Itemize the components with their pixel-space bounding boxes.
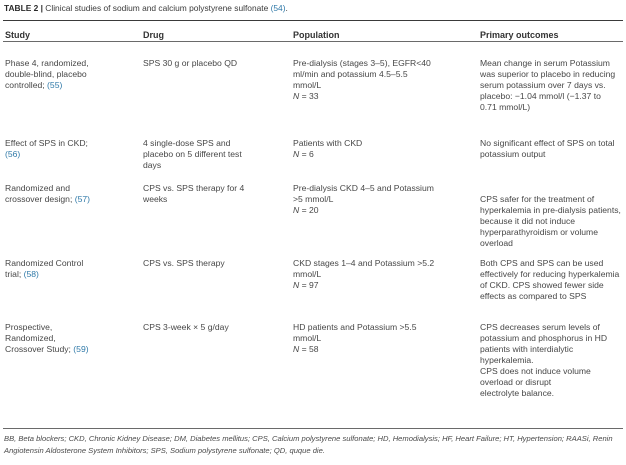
cell-population <box>293 58 469 102</box>
cell-primary-outcomes <box>480 58 622 113</box>
cell-line <box>480 183 622 194</box>
footnote-line: BB, Beta blockers; CKD, Chronic Kidney Disease; DM, Diabetes mellitus; CPS, Calcium polystyrene sulfonate; HD, Hemodialysis; HF, Heart Failure; HT, Hypertension; RAASi, Renin <box>4 434 613 443</box>
caption-reference-link[interactable]: (54) <box>270 3 286 13</box>
cell-line: CPS safer for the treatment of <box>480 194 595 204</box>
sample-size-value: = 33 <box>299 91 319 101</box>
cell-line: Patients with CKD <box>293 138 363 148</box>
cell-population <box>293 183 469 216</box>
table-label: TABLE 2 | <box>4 3 43 13</box>
cell-line: potassium and phosphorus in HD <box>480 333 608 343</box>
study-tail: controlled; <box>5 80 48 90</box>
cell-line: mmol/L <box>293 80 322 90</box>
cell-line: Pre-dialysis (stages 3–5), EGFR<40 <box>293 58 431 68</box>
cell-study <box>5 322 133 355</box>
cell-drug <box>143 258 281 269</box>
cell-line: Pre-dialysis CKD 4–5 and Potassium <box>293 183 434 193</box>
reference-link[interactable]: (55) <box>47 80 63 90</box>
cell-line: 0.71 mmol/L) <box>480 102 531 112</box>
cell-line: potassium output <box>480 149 546 159</box>
cell-primary-outcomes <box>480 183 622 249</box>
table-caption <box>4 3 288 13</box>
cell-line <box>293 91 469 102</box>
cell-drug <box>143 322 281 333</box>
cell-line: Mean change in serum Potassium <box>480 58 610 68</box>
reference-link[interactable]: (58) <box>23 269 39 279</box>
sample-size-value: = 6 <box>299 149 314 159</box>
cell-line: Randomized Control <box>5 258 84 268</box>
cell-study <box>5 183 133 205</box>
cell-line: hyperkalemia in pre-dialysis patients, <box>480 205 621 215</box>
cell-line <box>293 149 469 160</box>
cell-study <box>5 58 133 91</box>
cell-line <box>5 149 133 160</box>
reference-link[interactable]: (59) <box>73 344 89 354</box>
cell-drug <box>143 58 281 69</box>
header-rule <box>3 41 623 42</box>
cell-line: SPS 30 g or placebo QD <box>143 58 238 68</box>
cell-line: Both CPS and SPS can be used <box>480 258 604 268</box>
sample-size-label: N <box>293 280 300 290</box>
caption-text: Clinical studies of sodium and calcium polystyrene sulfonate <box>42 3 271 13</box>
cell-line <box>293 344 469 355</box>
cell-line <box>293 280 469 291</box>
sample-size-label: N <box>293 149 300 159</box>
cell-line: overload <box>480 238 513 248</box>
cell-line: was superior to placebo in reducing <box>480 69 616 79</box>
cell-line: placebo: −1.04 mmol/l (−1.37 to <box>480 91 601 101</box>
cell-line <box>293 205 469 216</box>
cell-line: mmol/L <box>293 333 322 343</box>
cell-line: 4 single-dose SPS and <box>143 138 231 148</box>
study-tail: trial; <box>5 269 24 279</box>
cell-line: serum potassium over 7 days vs. <box>480 80 606 90</box>
cell-line <box>5 344 133 355</box>
cell-line: CKD stages 1–4 and Potassium >5.2 <box>293 258 435 268</box>
sample-size-value: = 58 <box>299 344 319 354</box>
header-primary-outcomes: Primary outcomes <box>480 30 559 40</box>
sample-size-label: N <box>293 205 300 215</box>
study-tail: Crossover Study; <box>5 344 74 354</box>
sample-size-value: = 97 <box>299 280 319 290</box>
cell-population <box>293 138 469 160</box>
study-tail: crossover design; <box>5 194 75 204</box>
cell-line: Effect of SPS in CKD; <box>5 138 88 148</box>
cell-line: because it did not induce <box>480 216 576 226</box>
cell-line: Prospective, <box>5 322 53 332</box>
cell-line: effects as compared to SPS <box>480 291 587 301</box>
cell-line: hyperkalemia. <box>480 355 534 365</box>
cell-line: weeks <box>143 194 168 204</box>
cell-population <box>293 322 469 355</box>
header-drug: Drug <box>143 30 164 40</box>
sample-size-value: = 20 <box>299 205 319 215</box>
cell-line: of CKD. CPS showed fewer side <box>480 280 604 290</box>
cell-line: No significant effect of SPS on total <box>480 138 615 148</box>
cell-line: CPS vs. SPS therapy <box>143 258 225 268</box>
cell-line <box>5 194 133 205</box>
cell-study <box>5 258 133 280</box>
cell-line: CPS 3-week × 5 g/day <box>143 322 229 332</box>
reference-link[interactable]: (56) <box>5 149 21 159</box>
cell-line <box>5 269 133 280</box>
header-study: Study <box>5 30 31 40</box>
cell-line: Randomized and <box>5 183 70 193</box>
cell-line: overload or disrupt <box>480 377 552 387</box>
footnote-line: Angiotensin Aldosterone System Inhibitors; SPS, Sodium polystyrene sulfonate; QD, quque die. <box>4 445 325 455</box>
sample-size-label: N <box>293 344 300 354</box>
caption-period: . <box>285 3 288 13</box>
cell-line: Randomized, <box>5 333 56 343</box>
sample-size-label: N <box>293 91 300 101</box>
cell-line: Phase 4, randomized, <box>5 58 89 68</box>
cell-line: HD patients and Potassium >5.5 <box>293 322 417 332</box>
table-footnote <box>4 433 622 456</box>
cell-primary-outcomes <box>480 258 622 302</box>
cell-line: hyperparathyroidism or volume <box>480 227 598 237</box>
cell-line: CPS vs. SPS therapy for 4 <box>143 183 245 193</box>
cell-drug <box>143 183 281 205</box>
cell-line: placebo on 5 different test <box>143 149 242 159</box>
bottom-rule <box>3 428 623 429</box>
top-rule <box>3 20 623 21</box>
cell-primary-outcomes <box>480 322 622 399</box>
cell-primary-outcomes <box>480 138 622 160</box>
cell-drug <box>143 138 281 171</box>
header-population: Population <box>293 30 340 40</box>
cell-line: CPS decreases serum levels of <box>480 322 600 332</box>
cell-line: patients with interdialytic <box>480 344 574 354</box>
cell-line: effectively for reducing hyperkalemia <box>480 269 620 279</box>
cell-line: mmol/L <box>293 269 322 279</box>
cell-line: >5 mmol/L <box>293 194 334 204</box>
cell-line: ml/min and potassium 4.5–5.5 <box>293 69 408 79</box>
cell-population <box>293 258 469 291</box>
cell-line: electrolyte balance. <box>480 388 555 398</box>
reference-link[interactable]: (57) <box>74 194 91 204</box>
cell-line <box>5 80 133 91</box>
cell-line: double-blind, placebo <box>5 69 87 79</box>
cell-line: CPS does not induce volume <box>480 366 591 376</box>
cell-study <box>5 138 133 160</box>
cell-line: days <box>143 160 162 170</box>
